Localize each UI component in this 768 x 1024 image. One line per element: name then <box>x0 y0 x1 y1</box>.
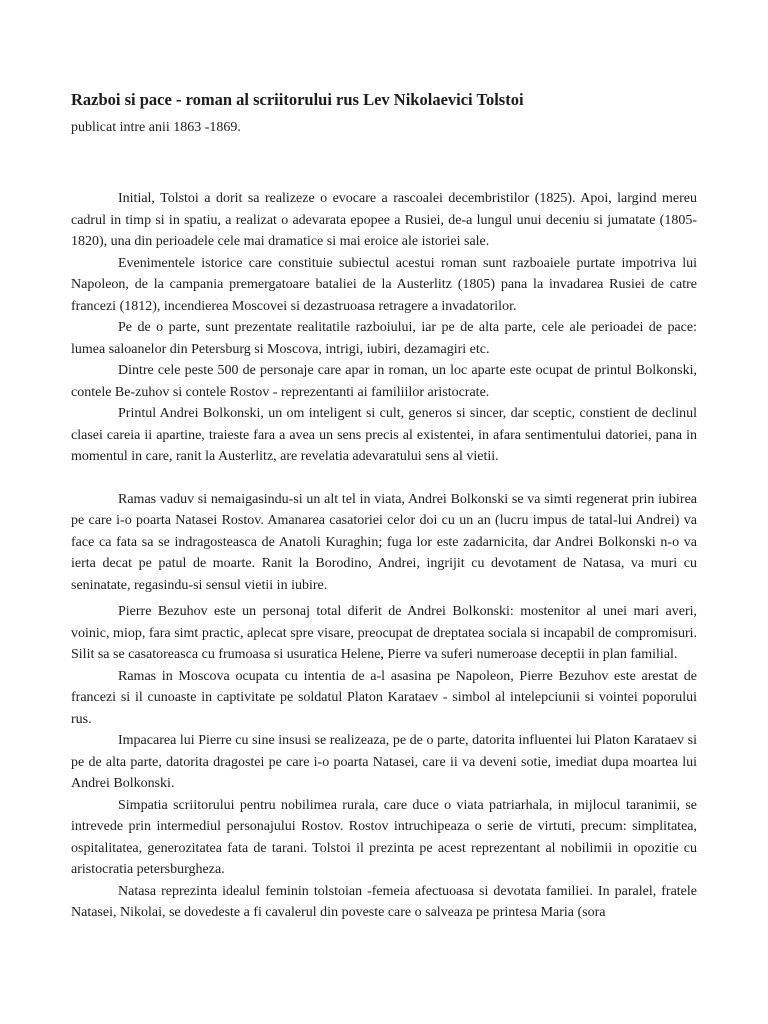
paragraph: Ramas in Moscova ocupata cu intentia de a-l asasina pe Napoleon, Pierre Bezuhov este arestat de francezi si il cunoaste in captivitate pe soldatul Platon Karataev - simbol al intelepciunii si vointei poporului rus. <box>71 668 697 727</box>
document-title: Razboi si pace - roman al scriitorului rus Lev Nikolaevici Tolstoi <box>71 90 524 109</box>
paragraph: Printul Andrei Bolkonski, un om inteligent si cult, generos si sincer, dar sceptic, constient de declinul clasei careia ii apartine, traieste fara a avea un sens precis al existentei, in afara sentimentului datoriei, pana in momentul in care, ranit la Austerlitz, are revelatia adevaratului sens al vietii. <box>71 406 697 464</box>
paragraph: Impacarea lui Pierre cu sine insusi se realizeaza, pe de o parte, datorita influentei lui Platon Karataev si pe de alta parte, datorita dragostei pe care i-o poarta Natasei, care ii va deveni sotie, imediat dupa moartea lui Andrei Bolkonski. <box>71 733 697 791</box>
paragraph: Natasa reprezinta idealul feminin tolstoian -femeia afectuoasa si devotata familiei. In paralel, fratele Natasei, Nikolai, se dovedeste a fi cavalerul din poveste care o salveaza pe printesa Maria (sora <box>71 883 697 920</box>
document-subtitle: publicat intre anii 1863 -1869. <box>71 120 241 135</box>
paragraph: Dintre cele peste 500 de personaje care apar in roman, un loc aparte este ocupat de printul Bolkonski, contele Be-zuhov si contele Rostov - reprezentanti ai familiilor aristocrate. <box>71 363 697 400</box>
paragraph: Simpatia scriitorului pentru nobilimea rurala, care duce o viata patriarhala, in mijlocul taranimii, se intrevede prin intermediul personajului Rostov. Rostov intruchipeaza o serie de virtuti, precum: simplitatea, ospitalitatea, generozitatea fata de tarani. Tolstoi il prezinta pe acest reprezentant al nobilimii in opozitie cu aristocratia petersburgheza. <box>71 797 697 877</box>
paragraph: Pe de o parte, sunt prezentate realitatile razboiului, iar pe de alta parte, cele ale perioadei de pace: lumea saloanelor din Petersburg si Moscova, intrigi, iubiri, dezamagiri etc. <box>71 320 697 357</box>
paragraph: Pierre Bezuhov este un personaj total diferit de Andrei Bolkonski: mostenitor al unei mari averi, voinic, miop, fara simt practic, aplecat spre visare, preocupat de dreptatea sociala si incapabil de compromisuri. Silit sa se casatoreasca cu frumoasa si usuratica Helene, Pierre va suferi numeroase deceptii in plan familial. <box>71 604 697 662</box>
paragraph: Initial, Tolstoi a dorit sa realizeze o evocare a rascoalei decembristilor (1825). Apoi, largind mereu cadrul in timp si in spatiu, a realizat o adevarata epopee a Rusiei, de-a lungul unui deceniu si jumatate (1805-1820), una din perioadele cele mai dramatice si mai eroice ale istoriei sale. <box>71 191 697 249</box>
paragraph: Evenimentele istorice care constituie subiectul acestui roman sunt razboaiele purtate impotriva lui Napoleon, de la campania premergatoare bataliei de la Austerlitz (1805) pana la invadarea Rusiei de catre francezi (1812), incendierea Moscovei si dezastruoasa retragere a invadatorilor. <box>71 255 697 314</box>
document-body <box>71 188 697 924</box>
document-page <box>71 0 697 1024</box>
paragraph: Ramas vaduv si nemaigasindu-si un alt tel in viata, Andrei Bolkonski se va simti regenerat prin iubirea pe care i-o poarta Natasei Rostov. Amanarea casatoriei celor doi cu un an (lucru impus de tatal-lui Andrei) va face ca fata sa se indragosteasca de Anatoli Kuraghin; fuga lor este zadarnicita, dar Andrei Bolkonski n-o va ierta decat pe patul de moarte. Ranit la Borodino, Andrei, ingrijit cu devotament de Natasa, va muri cu seninatate, regasindu-si sensul vietii in iubire. <box>71 491 697 593</box>
